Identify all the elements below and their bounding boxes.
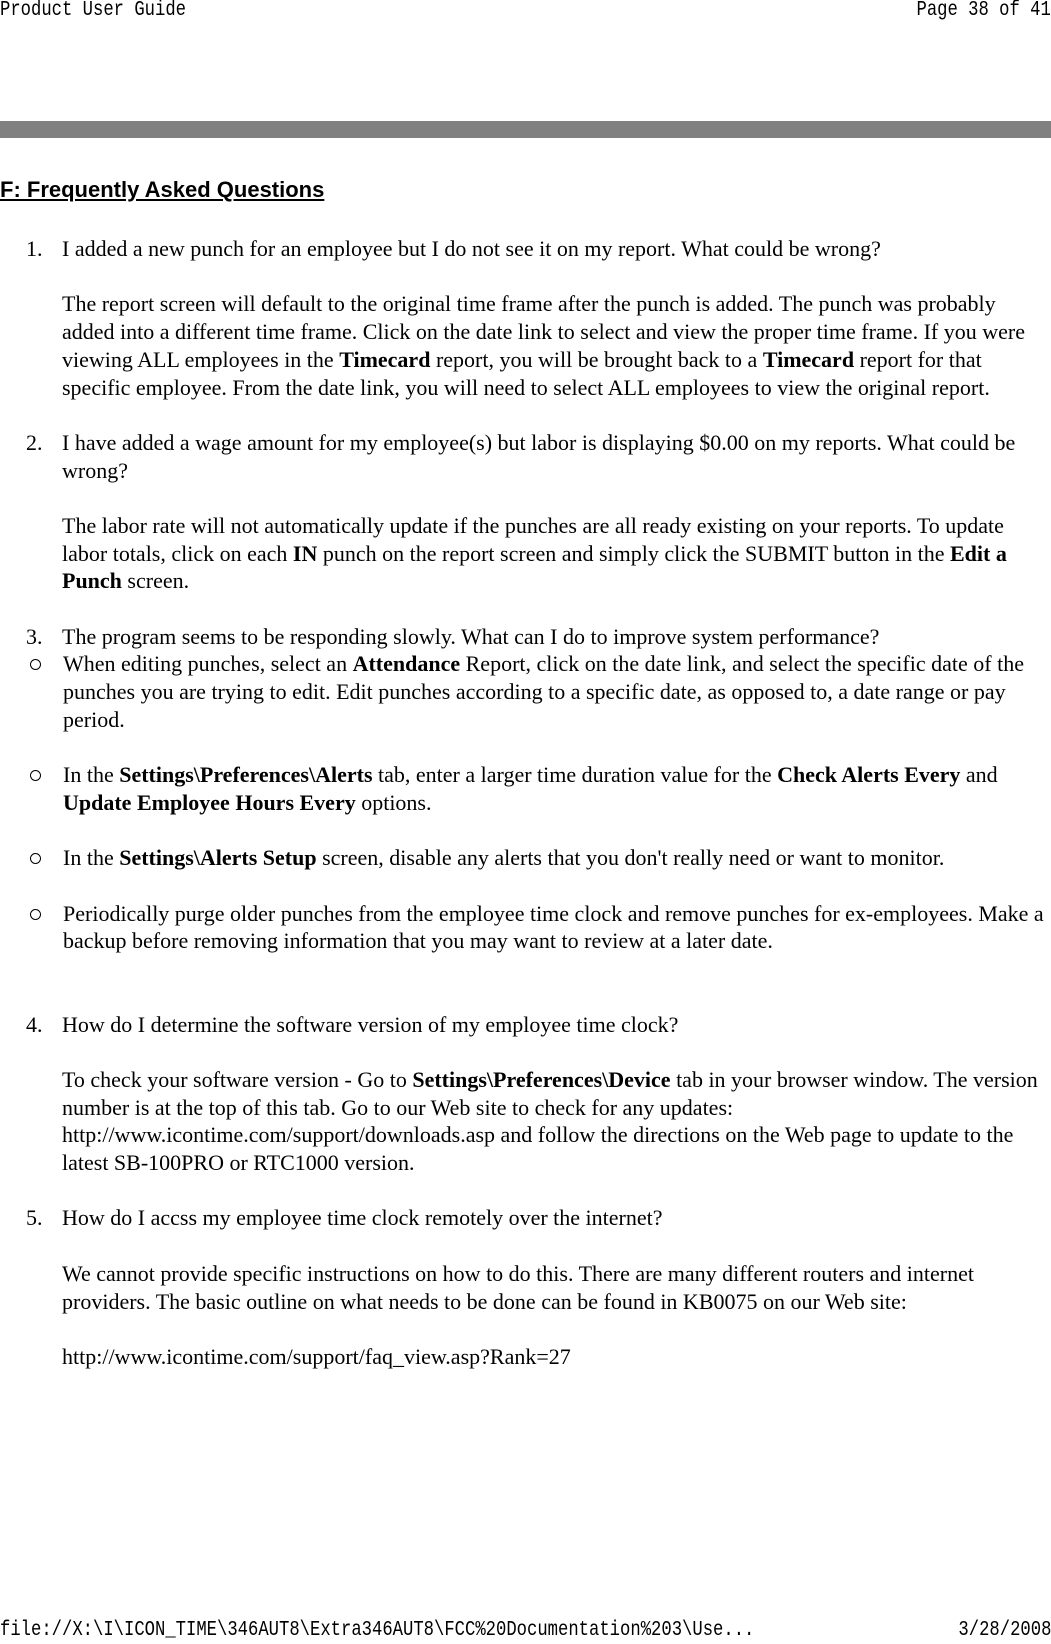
question: How do I determine the software version of my employee time clock? bbox=[62, 1011, 679, 1037]
footer-file-path: file://X:\I\ICON_TIME\346AUT8\Extra346AUT8\FCC%20Documentation%203\Use... bbox=[0, 1619, 755, 1642]
bullet-circle-icon bbox=[30, 853, 41, 864]
item-number: 2. bbox=[26, 429, 43, 455]
page-number: Page 38 of 41 bbox=[916, 0, 1051, 22]
question: How do I accss my employee time clock remotely over the internet? bbox=[62, 1205, 663, 1231]
answer: The report screen will default to the original time frame after the punch is added. The punch was probably added into a different time frame. Click on the date link to select and view the proper time frame. If you were viewing ALL employees in the Timecard report, you will be brought back to a Timecard report for that specific employee. From the date link, you will need to select ALL employees to view the original report. bbox=[62, 291, 1025, 400]
item-number: 5. bbox=[26, 1205, 43, 1231]
faq-item-1 bbox=[0, 235, 1051, 401]
faq-item-3 bbox=[0, 623, 1051, 651]
question: The program seems to be responding slowly. What can I do to improve system performance? bbox=[62, 623, 880, 649]
answer: We cannot provide specific instructions on how to do this. There are many different routers and internet providers. The basic outline on what needs to be done can be found in KB0075 on our Web site: bbox=[62, 1260, 974, 1314]
item-number: 4. bbox=[26, 1011, 43, 1037]
faq-item-2 bbox=[0, 429, 1051, 595]
tip-item: Periodically purge older punches from the employee time clock and remove punches for ex-employees. Make a backup before removing information that you may want to review at a later date. bbox=[0, 900, 1051, 955]
question: I have added a wage amount for my employee(s) but labor is displaying $0.00 on my reports. What could be wrong? bbox=[62, 429, 1016, 483]
footer-date: 3/28/2008 bbox=[957, 1619, 1051, 1642]
item-number: 1. bbox=[26, 236, 43, 261]
answer: The labor rate will not automatically update if the punches are all ready existing on your reports. To update labor totals, click on each IN punch on the report screen and simply click the SUBMIT button in the Edit a Punch screen. bbox=[62, 512, 1007, 594]
tip-item: In the Settings\Preferences\Alerts tab, enter a larger time duration value for the Check Alerts Every and Update Employee Hours Every options. bbox=[0, 761, 1051, 816]
answer: To check your software version - Go to Settings\Preferences\Device tab in your browser window. The version number is at the top of this tab. Go to our Web site to check for any updates: http://www.icontime.com/support/downloads.asp and follow the directions on the Web page to update to the latest SB-100PRO or RTC1000 version. bbox=[62, 1066, 1038, 1176]
faq-link: http://www.icontime.com/support/faq_view.asp?Rank=27 bbox=[62, 1343, 571, 1369]
faq-item-4 bbox=[0, 1011, 1051, 1177]
page-title: F: Frequently Asked Questions bbox=[0, 177, 325, 202]
item-number: 3. bbox=[26, 623, 43, 649]
faq-content bbox=[0, 235, 1051, 1398]
tip-item: When editing punches, select an Attendance Report, click on the date link, and select the specific date of the punches you are trying to edit. Edit punches according to a specific date, as opposed to, a date range or pay period. bbox=[0, 650, 1051, 733]
header-title: Product User Guide bbox=[0, 0, 187, 22]
faq-item-5 bbox=[0, 1204, 1051, 1370]
bullet-circle-icon bbox=[30, 770, 41, 781]
tip-item: In the Settings\Alerts Setup screen, disable any alerts that you don't really need or want to monitor. bbox=[0, 844, 1051, 872]
bullet-circle-icon bbox=[30, 659, 41, 670]
bullet-circle-icon bbox=[30, 909, 41, 920]
question: I added a new punch for an employee but I do not see it on my report. What could be wrong? bbox=[62, 236, 881, 261]
header-divider bbox=[0, 121, 1051, 138]
